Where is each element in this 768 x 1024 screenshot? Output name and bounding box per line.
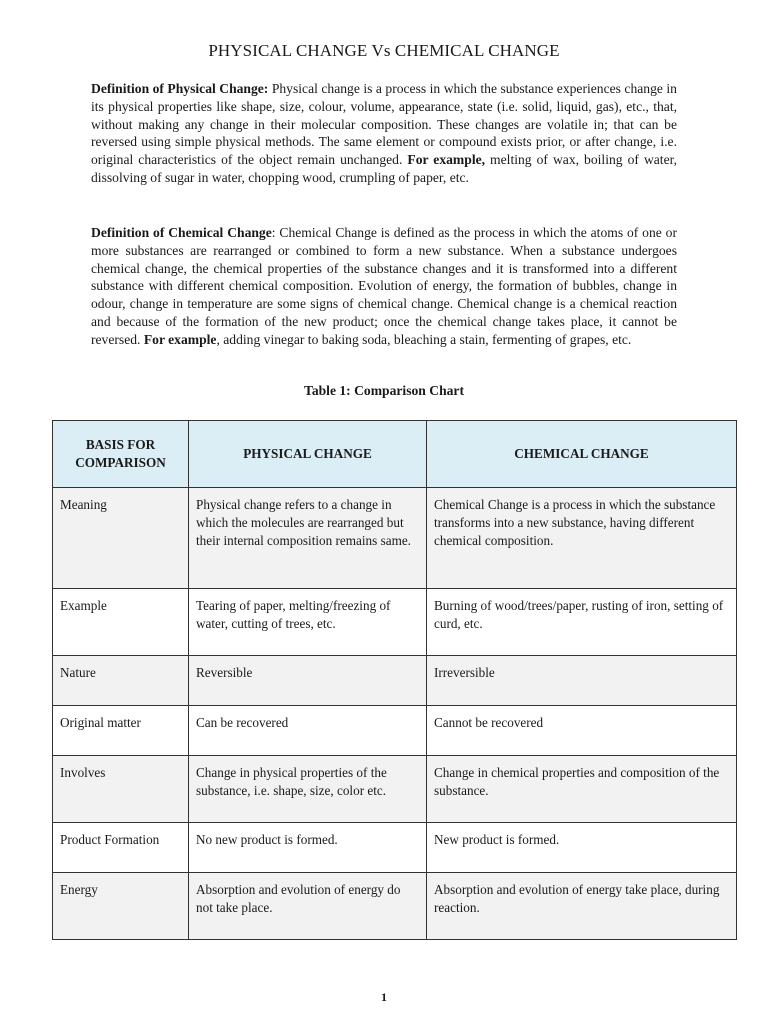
chemical-definition-text: : Chemical Change is defined as the process in which the atoms of one or more substances are rearranged or combined to form a new substance. When a substance undergoes chemical change, the chemical properties of the substance changes and it is transformed into a different substance with different chemical composition. Evolution of energy, the formation of bubbles, change in odour, change in temperature are some signs of chemical change. Chemical change is a chemical reaction and because of the formation of the new product; once the chemical change takes place, it cannot be reversed. xyxy=(91,225,677,347)
chemical-change-definition xyxy=(91,224,677,349)
physical-cell: No new product is formed. xyxy=(189,823,427,873)
chemical-cell: New product is formed. xyxy=(427,823,737,873)
physical-definition-text: Physical change is a process in which the substance experiences change in its physical properties like shape, size, colour, volume, appearance, state (i.e. solid, liquid, gas), etc., that, without making any change in their molecular composition. These changes are volatile in; that can be reversed using simple physical methods. The same element or compound exists prior, or after change, i.e. original characteristics of the object remain unchanged. xyxy=(91,81,677,168)
physical-cell: Reversible xyxy=(189,656,427,706)
header-basis: BASIS FOR COMPARISON xyxy=(53,421,189,488)
table-row xyxy=(53,823,737,873)
physical-cell: Tearing of paper, melting/freezing of water, cutting of trees, etc. xyxy=(189,589,427,656)
row-label: Meaning xyxy=(53,488,189,589)
chemical-example-text: , adding vinegar to baking soda, bleaching a stain, fermenting of grapes, etc. xyxy=(216,331,632,347)
chemical-cell: Chemical Change is a process in which the substance transforms into a new substance, having different chemical composition. xyxy=(427,488,737,589)
chemical-cell: Change in chemical properties and composition of the substance. xyxy=(427,756,737,823)
chemical-definition-label: Definition of Chemical Change xyxy=(91,225,272,240)
row-label: Original matter xyxy=(53,706,189,756)
page-title: PHYSICAL CHANGE Vs CHEMICAL CHANGE xyxy=(208,41,560,60)
physical-example-label: For example, xyxy=(407,152,486,168)
physical-cell: Change in physical properties of the substance, i.e. shape, size, color etc. xyxy=(189,756,427,823)
table-header-row xyxy=(53,421,737,488)
physical-change-definition xyxy=(91,80,677,187)
physical-example-text: melting of wax, boiling of water, dissolving of sugar in water, chopping wood, crumpling of paper, etc. xyxy=(91,152,677,185)
table-caption: Table 1: Comparison Chart xyxy=(304,383,464,398)
table-row xyxy=(53,589,737,656)
table-row xyxy=(53,488,737,589)
row-label: Product Formation xyxy=(53,823,189,873)
row-label: Example xyxy=(53,589,189,656)
chemical-cell: Cannot be recovered xyxy=(427,706,737,756)
physical-cell: Physical change refers to a change in which the molecules are rearranged but their internal composition remains same. xyxy=(189,488,427,589)
chemical-cell: Burning of wood/trees/paper, rusting of iron, setting of curd, etc. xyxy=(427,589,737,656)
chemical-cell: Absorption and evolution of energy take place, during reaction. xyxy=(427,873,737,940)
table-row xyxy=(53,656,737,706)
table-row xyxy=(53,873,737,940)
chemical-example-label: For example xyxy=(143,331,217,347)
physical-cell: Can be recovered xyxy=(189,706,427,756)
row-label: Energy xyxy=(53,873,189,940)
row-label: Involves xyxy=(53,756,189,823)
page-number: 1 xyxy=(381,990,387,1004)
row-label: Nature xyxy=(53,656,189,706)
physical-cell: Absorption and evolution of energy do not take place. xyxy=(189,873,427,940)
header-physical: PHYSICAL CHANGE xyxy=(189,421,427,488)
physical-definition-label: Definition of Physical Change: xyxy=(91,81,269,96)
table-row xyxy=(53,706,737,756)
table-row xyxy=(53,756,737,823)
comparison-table xyxy=(52,420,737,940)
chemical-cell: Irreversible xyxy=(427,656,737,706)
header-chemical: CHEMICAL CHANGE xyxy=(427,421,737,488)
